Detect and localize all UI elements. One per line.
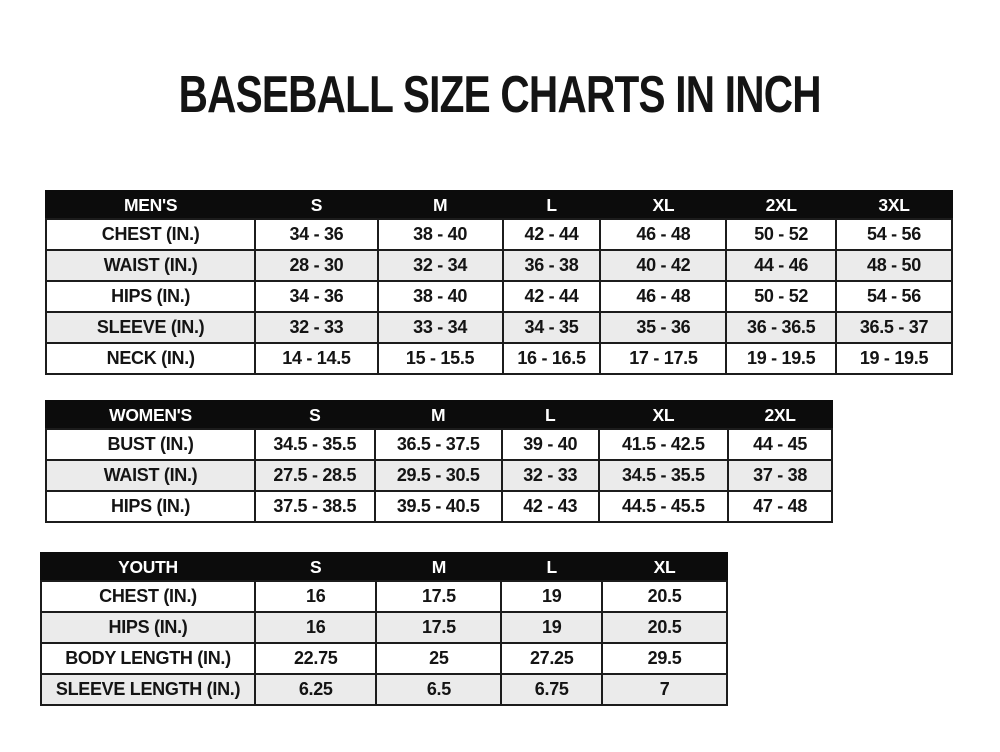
size-value-cell: 34 - 36	[255, 281, 377, 312]
table-row	[41, 643, 727, 674]
size-value-cell: 40 - 42	[600, 250, 726, 281]
size-value-cell: 39.5 - 40.5	[375, 491, 502, 522]
size-value-cell: 19 - 19.5	[726, 343, 836, 374]
youth-size-header-xl: XL	[602, 553, 727, 581]
page-title-text: BASEBALL SIZE CHARTS IN INCH	[178, 66, 822, 124]
womens-group-header: WOMEN'S	[46, 401, 255, 429]
youth-group-header: YOUTH	[41, 553, 255, 581]
womens-table	[45, 400, 833, 523]
table-row	[46, 312, 952, 343]
measurement-label: NECK (IN.)	[46, 343, 255, 374]
size-value-cell: 50 - 52	[726, 219, 836, 250]
womens-size-table	[45, 400, 833, 523]
size-value-cell: 19 - 19.5	[836, 343, 952, 374]
youth-size-header-m: M	[376, 553, 501, 581]
mens-size-header-2xl: 2XL	[726, 191, 836, 219]
size-value-cell: 29.5 - 30.5	[375, 460, 502, 491]
size-value-cell: 6.75	[501, 674, 602, 705]
size-value-cell: 25	[376, 643, 501, 674]
measurement-label: HIPS (IN.)	[41, 612, 255, 643]
measurement-label: CHEST (IN.)	[46, 219, 255, 250]
size-value-cell: 16	[255, 612, 376, 643]
size-value-cell: 54 - 56	[836, 281, 952, 312]
size-value-cell: 20.5	[602, 612, 727, 643]
mens-size-header-3xl: 3XL	[836, 191, 952, 219]
size-value-cell: 50 - 52	[726, 281, 836, 312]
measurement-label: CHEST (IN.)	[41, 581, 255, 612]
size-value-cell: 38 - 40	[378, 219, 503, 250]
table-row	[46, 250, 952, 281]
womens-size-header-s: S	[255, 401, 374, 429]
size-value-cell: 29.5	[602, 643, 727, 674]
size-value-cell: 44.5 - 45.5	[599, 491, 729, 522]
size-value-cell: 42 - 44	[503, 281, 601, 312]
size-value-cell: 34.5 - 35.5	[255, 429, 374, 460]
page-title	[0, 66, 1000, 124]
mens-group-header: MEN'S	[46, 191, 255, 219]
size-value-cell: 17.5	[376, 612, 501, 643]
youth-header-row	[41, 553, 727, 581]
size-value-cell: 28 - 30	[255, 250, 377, 281]
table-row	[41, 612, 727, 643]
mens-size-header-xl: XL	[600, 191, 726, 219]
size-value-cell: 48 - 50	[836, 250, 952, 281]
table-row	[46, 460, 832, 491]
size-value-cell: 20.5	[602, 581, 727, 612]
measurement-label: HIPS (IN.)	[46, 281, 255, 312]
youth-size-table	[40, 552, 728, 706]
table-row	[46, 429, 832, 460]
youth-size-header-l: L	[501, 553, 602, 581]
table-row	[46, 491, 832, 522]
table-row	[41, 581, 727, 612]
size-value-cell: 36.5 - 37.5	[375, 429, 502, 460]
size-value-cell: 16 - 16.5	[503, 343, 601, 374]
measurement-label: HIPS (IN.)	[46, 491, 255, 522]
size-value-cell: 17 - 17.5	[600, 343, 726, 374]
mens-size-header-l: L	[503, 191, 601, 219]
size-value-cell: 7	[602, 674, 727, 705]
size-value-cell: 46 - 48	[600, 219, 726, 250]
size-value-cell: 6.25	[255, 674, 376, 705]
measurement-label: SLEEVE (IN.)	[46, 312, 255, 343]
size-value-cell: 42 - 43	[502, 491, 599, 522]
size-value-cell: 36.5 - 37	[836, 312, 952, 343]
size-value-cell: 15 - 15.5	[378, 343, 503, 374]
size-value-cell: 14 - 14.5	[255, 343, 377, 374]
size-value-cell: 34.5 - 35.5	[599, 460, 729, 491]
size-value-cell: 34 - 36	[255, 219, 377, 250]
size-value-cell: 38 - 40	[378, 281, 503, 312]
measurement-label: BODY LENGTH (IN.)	[41, 643, 255, 674]
measurement-label: WAIST (IN.)	[46, 460, 255, 491]
size-value-cell: 16	[255, 581, 376, 612]
size-value-cell: 32 - 34	[378, 250, 503, 281]
womens-size-header-2xl: 2XL	[728, 401, 832, 429]
womens-header-row	[46, 401, 832, 429]
youth-table	[40, 552, 728, 706]
size-value-cell: 36 - 38	[503, 250, 601, 281]
size-value-cell: 32 - 33	[255, 312, 377, 343]
table-row	[46, 219, 952, 250]
size-value-cell: 46 - 48	[600, 281, 726, 312]
mens-table	[45, 190, 953, 375]
table-row	[46, 281, 952, 312]
table-row	[46, 343, 952, 374]
size-value-cell: 22.75	[255, 643, 376, 674]
mens-size-header-s: S	[255, 191, 377, 219]
size-value-cell: 36 - 36.5	[726, 312, 836, 343]
size-value-cell: 27.25	[501, 643, 602, 674]
size-value-cell: 19	[501, 581, 602, 612]
mens-size-header-m: M	[378, 191, 503, 219]
size-value-cell: 54 - 56	[836, 219, 952, 250]
size-value-cell: 35 - 36	[600, 312, 726, 343]
size-value-cell: 39 - 40	[502, 429, 599, 460]
size-value-cell: 32 - 33	[502, 460, 599, 491]
size-value-cell: 42 - 44	[503, 219, 601, 250]
size-value-cell: 37.5 - 38.5	[255, 491, 374, 522]
size-value-cell: 44 - 45	[728, 429, 832, 460]
size-value-cell: 19	[501, 612, 602, 643]
size-value-cell: 44 - 46	[726, 250, 836, 281]
size-value-cell: 41.5 - 42.5	[599, 429, 729, 460]
mens-header-row	[46, 191, 952, 219]
measurement-label: BUST (IN.)	[46, 429, 255, 460]
size-value-cell: 27.5 - 28.5	[255, 460, 374, 491]
size-value-cell: 37 - 38	[728, 460, 832, 491]
measurement-label: SLEEVE LENGTH (IN.)	[41, 674, 255, 705]
womens-size-header-xl: XL	[599, 401, 729, 429]
womens-size-header-m: M	[375, 401, 502, 429]
size-value-cell: 33 - 34	[378, 312, 503, 343]
size-value-cell: 6.5	[376, 674, 501, 705]
womens-size-header-l: L	[502, 401, 599, 429]
mens-size-table	[45, 190, 953, 375]
measurement-label: WAIST (IN.)	[46, 250, 255, 281]
size-value-cell: 17.5	[376, 581, 501, 612]
size-value-cell: 34 - 35	[503, 312, 601, 343]
table-row	[41, 674, 727, 705]
size-value-cell: 47 - 48	[728, 491, 832, 522]
youth-size-header-s: S	[255, 553, 376, 581]
